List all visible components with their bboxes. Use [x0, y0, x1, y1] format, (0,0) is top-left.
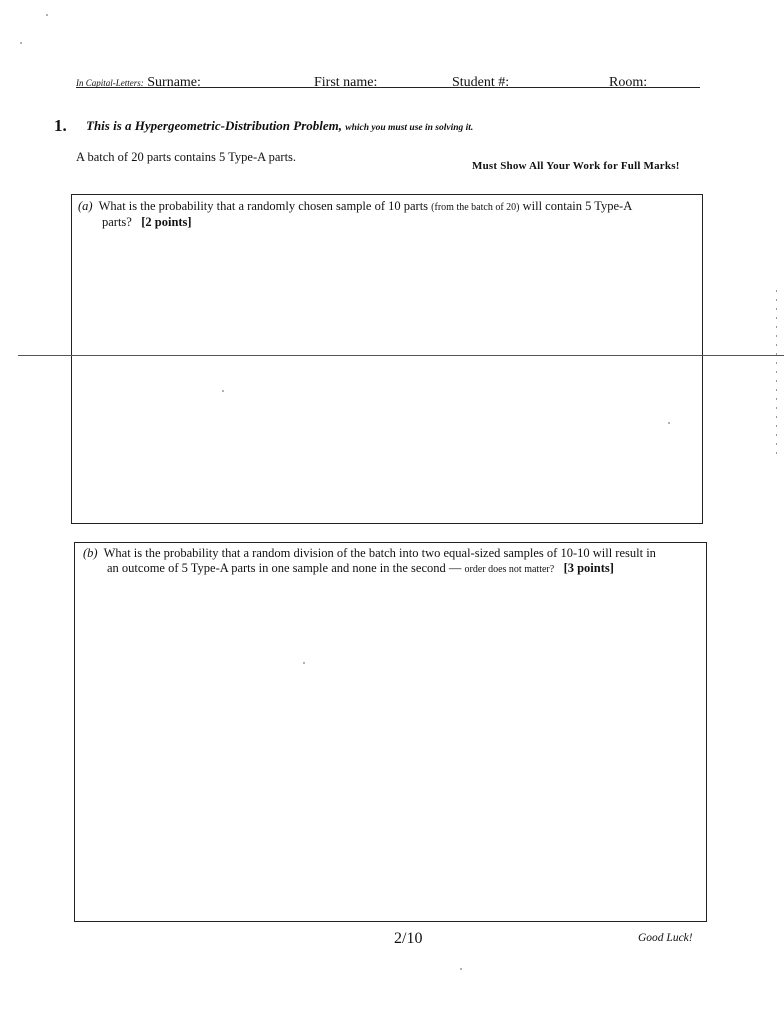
scan-speck	[46, 14, 48, 16]
part-b-text2: an outcome of 5 Type-A parts in one sample and none in the second —	[107, 561, 462, 575]
scan-speck	[460, 968, 462, 970]
answer-box-b[interactable]	[74, 542, 707, 922]
part-b-question	[83, 546, 703, 577]
part-a-text2: will contain 5 Type-A	[522, 199, 633, 213]
answer-box-a[interactable]	[71, 194, 703, 524]
scan-speck	[20, 42, 22, 44]
question-title-sub: which you must use in solving it.	[345, 123, 474, 133]
first-name-label: First name:	[314, 75, 378, 90]
surname-label: Surname:	[147, 75, 201, 90]
scan-line	[18, 355, 784, 356]
question-title-main: This is a Hypergeometric-Distribution Problem,	[86, 118, 343, 133]
caps-note: In Capital-Letters:	[76, 78, 144, 88]
part-a-text-small: (from the batch of 20)	[431, 202, 520, 213]
part-b-label: (b)	[83, 546, 98, 560]
part-a-label: (a)	[78, 199, 93, 213]
part-b-text-small: order does not matter?	[464, 564, 555, 575]
header-surname	[76, 75, 201, 91]
part-b-text1: What is the probability that a random division of the batch into two equal-sized samples of 10-10 will result in	[103, 546, 656, 560]
part-a-points: [2 points]	[141, 215, 192, 229]
question-number: 1.	[54, 116, 67, 135]
question-intro: A batch of 20 parts contains 5 Type-A parts.	[76, 150, 297, 164]
part-a-text1: What is the probability that a randomly chosen sample of 10 parts	[98, 199, 429, 213]
part-a-text3: parts?	[102, 215, 132, 229]
question-title	[86, 118, 473, 134]
must-show-note: Must Show All Your Work for Full Marks!	[472, 160, 680, 172]
page-number: 2/10	[394, 930, 423, 947]
good-luck-note: Good Luck!	[638, 932, 693, 944]
student-number-label: Student #:	[452, 75, 510, 90]
part-b-points: [3 points]	[563, 561, 614, 575]
part-a-question	[78, 199, 698, 230]
room-label: Room:	[609, 75, 648, 90]
scan-edge-dots	[776, 290, 777, 460]
